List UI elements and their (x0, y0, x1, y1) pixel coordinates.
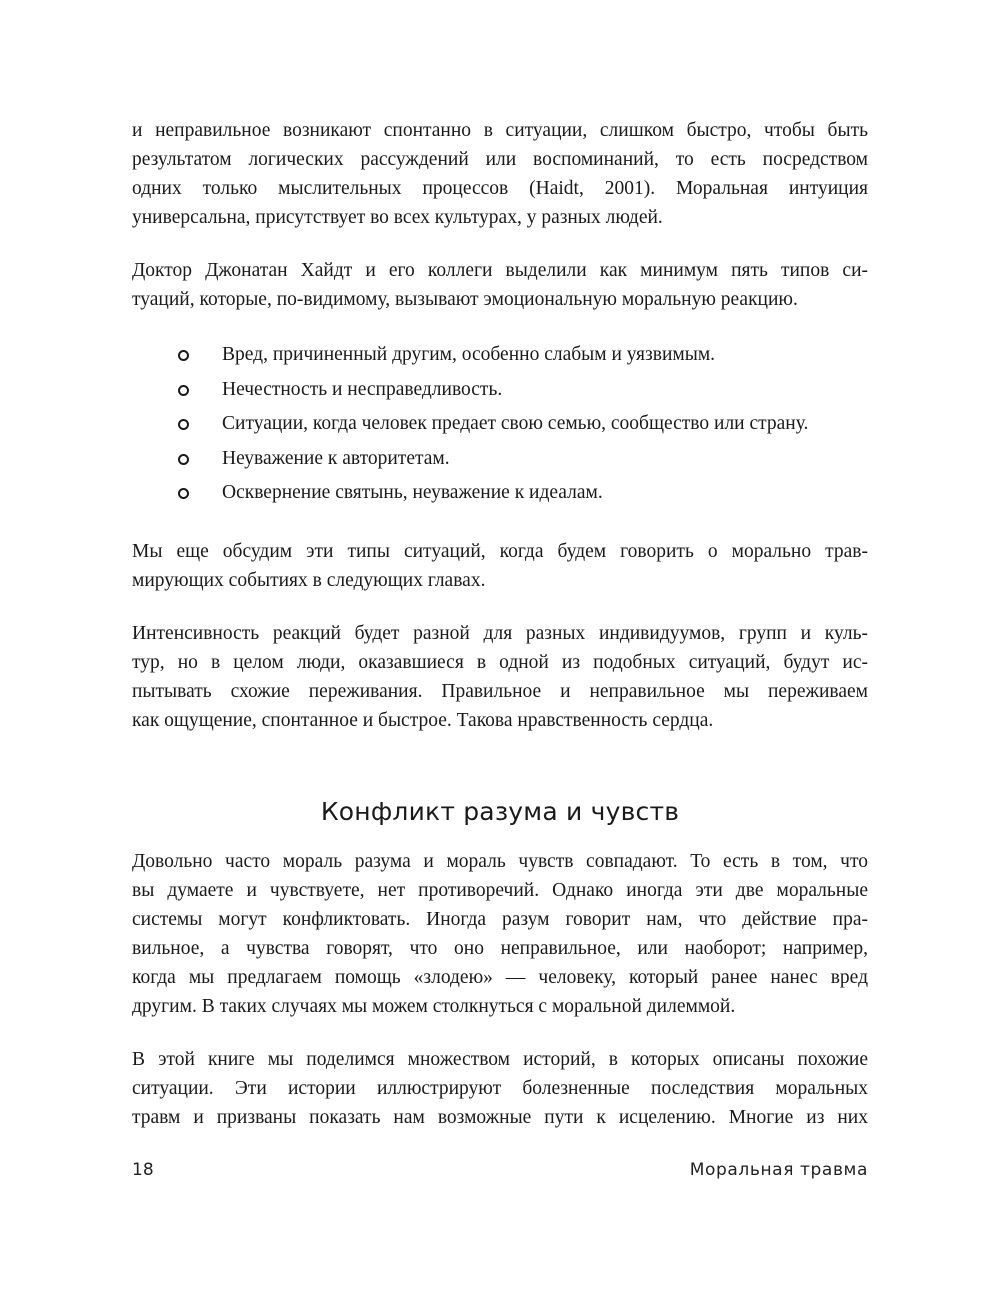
text-line: травм и призваны показать нам возможные пути к исцелению. Многие из них (132, 1106, 868, 1128)
list-item (132, 407, 868, 442)
text-line: как ощущение, спонтанное и быстрое. Такова нравственность сердца. (132, 709, 714, 731)
list-item (132, 476, 868, 511)
text-line: тур, но в целом люди, оказавшиеся в одной из подобных ситуаций, будут ис- (132, 651, 868, 673)
situation-types-list (132, 338, 868, 511)
text-line: когда мы предлагаем помощь «злодею» — человеку, который ранее нанес вред (132, 966, 868, 988)
paragraph-intuition (132, 116, 868, 232)
paragraph-intensity (132, 619, 868, 735)
text-line: результатом логических рассуждений или воспоминаний, то есть посредством (132, 149, 868, 170)
hollow-circle-bullet-icon (178, 385, 189, 396)
text-line: ситуации. Эти истории иллюстрируют болезненные последствия моральных (132, 1077, 868, 1099)
text-line: туаций, которые, по-видимому, вызывают эмоциональную моральную реакцию. (132, 289, 798, 310)
page-number: 18 (132, 1160, 154, 1180)
text-line: Доктор Джонатан Хайдт и его коллеги выделили как минимум пять типов си- (132, 260, 868, 281)
paragraph-discuss-later (132, 537, 868, 595)
hollow-circle-bullet-icon (178, 419, 189, 430)
hollow-circle-bullet-icon (178, 454, 189, 465)
text-line: мирующих событиях в следующих главах. (132, 569, 486, 591)
list-item-text: Ситуации, когда человек предает свою семью, сообщество или страну. (222, 413, 809, 434)
text-line: и неправильное возникают спонтанно в ситуации, слишком быстро, чтобы быть (132, 120, 868, 141)
text-line: Интенсивность реакций будет разной для разных индивидуумов, групп и куль- (132, 622, 868, 644)
page-body (132, 116, 868, 1156)
hollow-circle-bullet-icon (178, 350, 189, 361)
list-item-text: Осквернение святынь, неуважение к идеалам. (222, 482, 603, 503)
text-line: Мы еще обсудим эти типы ситуаций, когда будем говорить о морально трав- (132, 540, 868, 562)
list-item-text: Нечестность и несправедливость. (222, 378, 503, 400)
list-item (132, 442, 868, 477)
running-title: Моральная травма (689, 1160, 868, 1180)
paragraph-haidt-types (132, 256, 868, 314)
list-item-text: Неуважение к авторитетам. (222, 447, 450, 469)
text-line: Довольно часто мораль разума и мораль чувств совпадают. То есть в том, что (132, 850, 868, 872)
text-line: вильное, а чувства говорят, что оно неправильное, или наоборот; например, (132, 937, 868, 959)
list-item (132, 373, 868, 408)
text-line: системы могут конфликтовать. Иногда разум говорит нам, что действие пра- (132, 908, 868, 930)
text-line: другим. В таких случаях мы можем столкнуться с моральной дилеммой. (132, 995, 736, 1017)
paragraph-stories (132, 1045, 868, 1132)
text-line: универсальна, присутствует во всех культурах, у разных людей. (132, 207, 663, 228)
hollow-circle-bullet-icon (178, 488, 189, 499)
text-line: пытывать схожие переживания. Правильное и неправильное мы переживаем (132, 680, 868, 702)
paragraph-conflict (132, 847, 868, 1021)
text-line: В этой книге мы поделимся множеством историй, в которых описаны похожие (132, 1048, 868, 1070)
list-item (132, 338, 868, 373)
text-line: одних только мыслительных процессов (Haidt, 2001). Моральная интуиция (132, 178, 868, 199)
list-item-text: Вред, причиненный другим, особенно слабым и уязвимым. (222, 344, 716, 365)
section-heading: Конфликт разума и чувств (320, 796, 680, 826)
text-line: вы думаете и чувствуете, нет противоречий. Однако иногда эти две моральные (132, 879, 868, 901)
